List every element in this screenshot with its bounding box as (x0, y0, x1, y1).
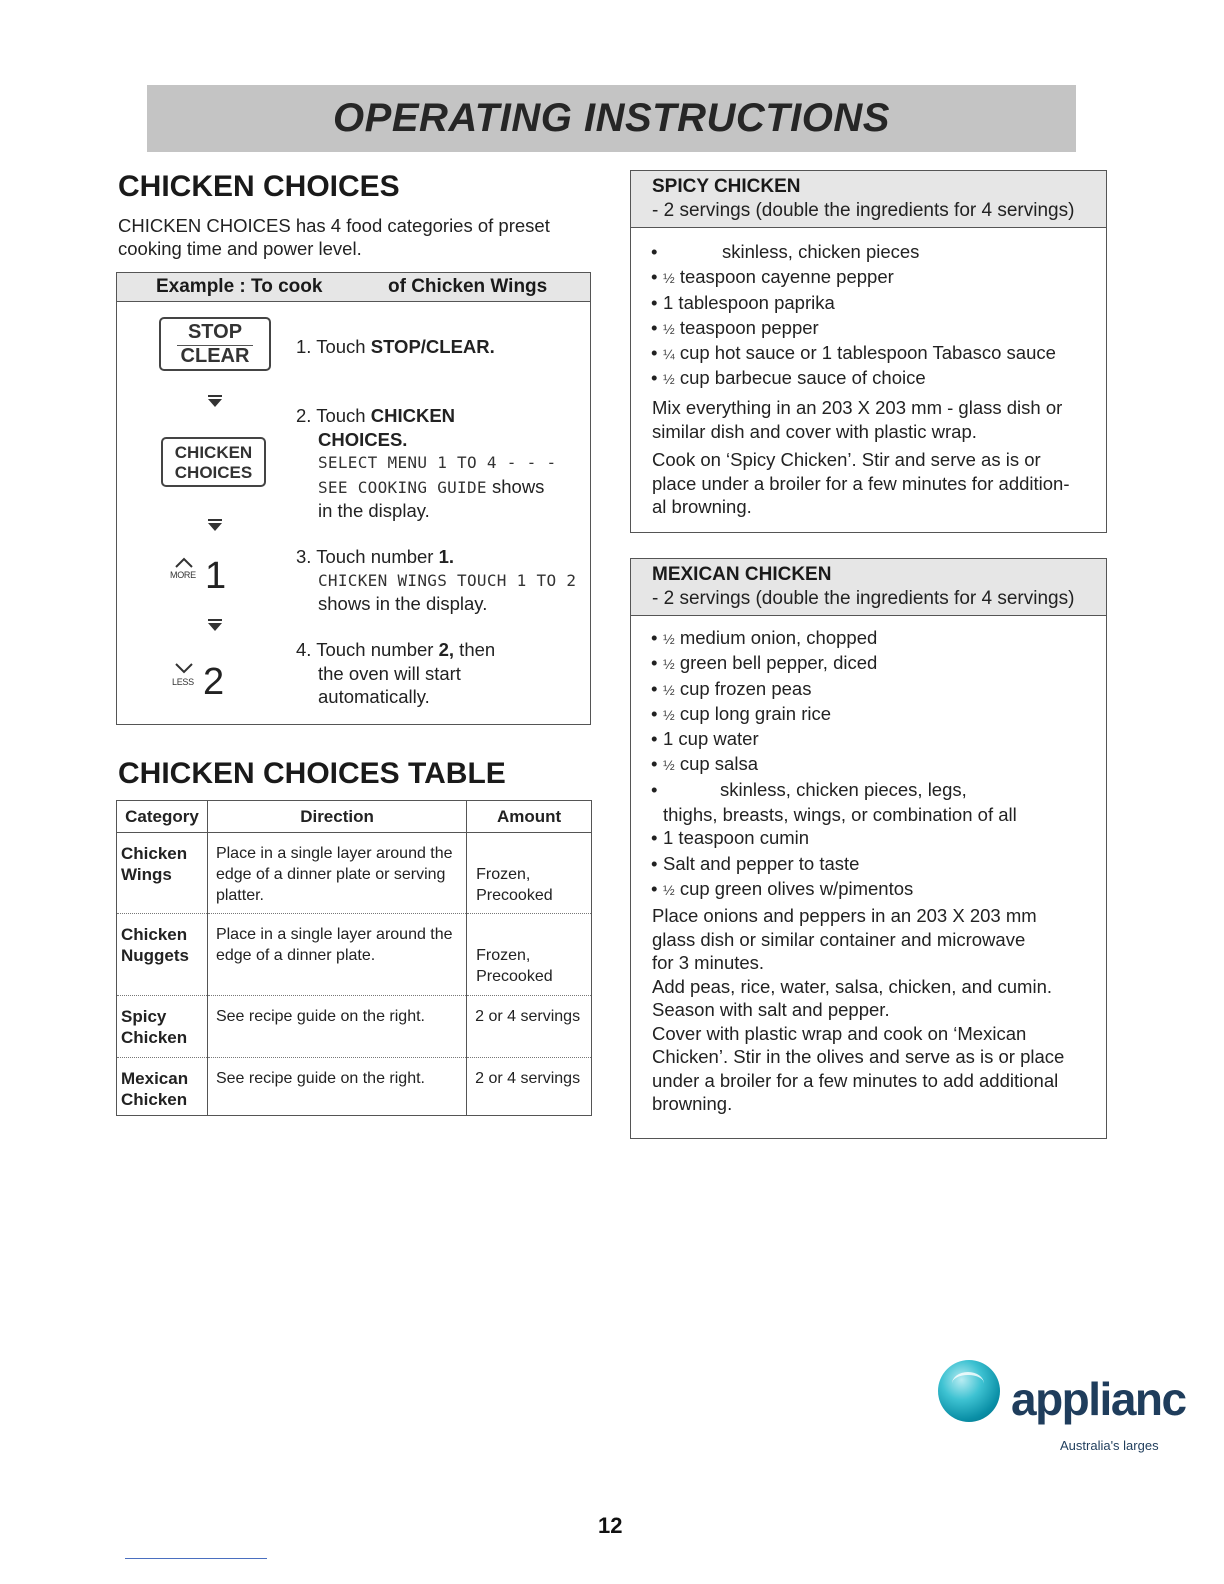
example-box (116, 272, 591, 725)
step-1: 1. Touch STOP/CLEAR. (296, 336, 495, 357)
spicy-ingredients (651, 240, 1056, 392)
stop-label: STOP (187, 321, 243, 343)
table-heading: CHICKEN CHOICES TABLE (118, 757, 506, 790)
list-item: • ½ cup long grain rice (651, 702, 1017, 727)
header-banner (147, 85, 1076, 152)
chicken-key-line2: CHOICES (174, 463, 253, 482)
chicken-choices-button[interactable] (161, 437, 266, 487)
step-2: 2. Touch CHICKEN CHOICES. SELECT MENU 1 TO 4 - - - SEE COOKING GUIDE shows in the display. (296, 405, 557, 521)
stop-clear-button[interactable] (159, 317, 271, 371)
mexican-recipe-subtitle: - 2 servings (double the ingredients for 4 servings) (652, 588, 1075, 609)
spicy-recipe-header (631, 171, 1106, 228)
number-1-button[interactable]: 1 (205, 555, 227, 597)
list-item: • ½ teaspoon pepper (651, 316, 1056, 341)
spicy-recipe-title: SPICY CHICKEN (652, 176, 801, 197)
chicken-choices-table (116, 800, 592, 1116)
list-item: • ½ cup salsa (651, 752, 1017, 777)
less-chevron-down-icon (174, 663, 194, 675)
mexican-recipe-header (631, 559, 1106, 616)
list-item: • ½ cup frozen peas (651, 677, 1017, 702)
number-2-button[interactable]: 2 (203, 661, 225, 703)
example-header-left: Example : To cook (156, 276, 323, 297)
list-item: • 1 tablespoon paprika (651, 291, 1056, 316)
less-label: LESS (172, 677, 194, 687)
list-item: • ½ medium onion, chopped (651, 626, 1017, 651)
list-item: • ¼ cup hot sauce or 1 tablespoon Tabasco sauce (651, 341, 1056, 366)
example-header-right: of Chicken Wings (388, 276, 548, 297)
mexican-recipe-title: MEXICAN CHICKEN (652, 564, 832, 585)
footer-line (125, 1558, 267, 1559)
display-readout-3: CHICKEN WINGS TOUCH 1 TO 2 (318, 570, 577, 590)
page-number: 12 (598, 1513, 623, 1538)
step-3: 3. Touch number 1. CHICKEN WINGS TOUCH 1 TO 2 shows in the display. (296, 546, 577, 614)
column-header-category: Category (117, 801, 208, 833)
list-item: • ½ teaspoon cayenne pepper (651, 265, 1056, 290)
intro-line-2: cooking time and power level. (118, 238, 362, 259)
more-chevron-up-icon (174, 556, 194, 568)
spicy-method: Mix everything in an 203 X 203 mm - glass dish or similar dish and cover with plastic wrap. Cook on ‘Spicy Chicken’. Stir and serve as is or place under a broiler for a few minutes for addition- al browning. (652, 397, 1070, 517)
list-item-continuation: thighs, breasts, wings, or combination of all (663, 804, 1017, 826)
clear-label: CLEAR (180, 345, 250, 367)
spicy-recipe-subtitle: - 2 servings (double the ingredients for 4 servings) (652, 200, 1075, 221)
mexican-method: Place onions and peppers in an 203 X 203 mm glass dish or similar container and microwave for 3 minutes. Add peas, rice, water, salsa, chicken, and cumin. Season with salt and pepper. Cover with plastic wrap and cook on ‘Mexican Chicken’. Stir in the olives and serve as is or place under a broiler for a few minutes to add additional browning. (652, 905, 1065, 1114)
intro-line-1: CHICKEN CHOICES has 4 food categories of preset (118, 215, 550, 236)
brand-logo-icon (938, 1360, 1000, 1422)
brand-tagline: Australia's larges (1060, 1438, 1159, 1453)
list-item: • skinless, chicken pieces, legs, (651, 778, 1017, 803)
table-row: Spicy Chicken See recipe guide on the right. 2 or 4 servings (117, 996, 592, 1058)
chicken-choices-heading: CHICKEN CHOICES (118, 170, 400, 203)
list-item: • ½ cup green olives w/pimentos (651, 877, 1017, 902)
mexican-ingredients (651, 626, 1017, 902)
table-header-row (117, 801, 592, 833)
display-readout-1: SELECT MENU 1 TO 4 - - - (318, 453, 557, 472)
chicken-key-line1: CHICKEN (174, 443, 253, 462)
list-item: • 1 teaspoon cumin (651, 826, 1017, 851)
brand-name: applianc (1011, 1373, 1186, 1425)
mexican-chicken-recipe (630, 558, 1107, 1139)
arrow-down-icon (208, 399, 222, 407)
example-header (117, 273, 590, 302)
arrow-down-icon (208, 623, 222, 631)
arrow-down-icon (208, 523, 222, 531)
table-row: Mexican Chicken See recipe guide on the right. 2 or 4 servings (117, 1058, 592, 1116)
display-readout-2: SEE COOKING GUIDE (318, 477, 487, 497)
list-item: • 1 cup water (651, 727, 1017, 752)
spicy-chicken-recipe (630, 170, 1107, 533)
list-item: • ½ green bell pepper, diced (651, 651, 1017, 676)
list-item: • Salt and pepper to taste (651, 852, 1017, 877)
column-header-direction: Direction (207, 801, 466, 833)
table-row: Chicken Wings Place in a single layer around the edge of a dinner plate or serving platter. Frozen, Precooked (117, 833, 592, 914)
page-title: OPERATING INSTRUCTIONS (333, 96, 890, 140)
more-label: MORE (170, 570, 196, 580)
list-item: • skinless, chicken pieces (651, 240, 1056, 265)
step-4: 4. Touch number 2, then the oven will start automatically. (296, 639, 496, 707)
table-row: Chicken Nuggets Place in a single layer around the edge of a dinner plate. Frozen, Precooked (117, 914, 592, 996)
column-header-amount: Amount (467, 801, 592, 833)
list-item: • ½ cup barbecue sauce of choice (651, 366, 1056, 391)
